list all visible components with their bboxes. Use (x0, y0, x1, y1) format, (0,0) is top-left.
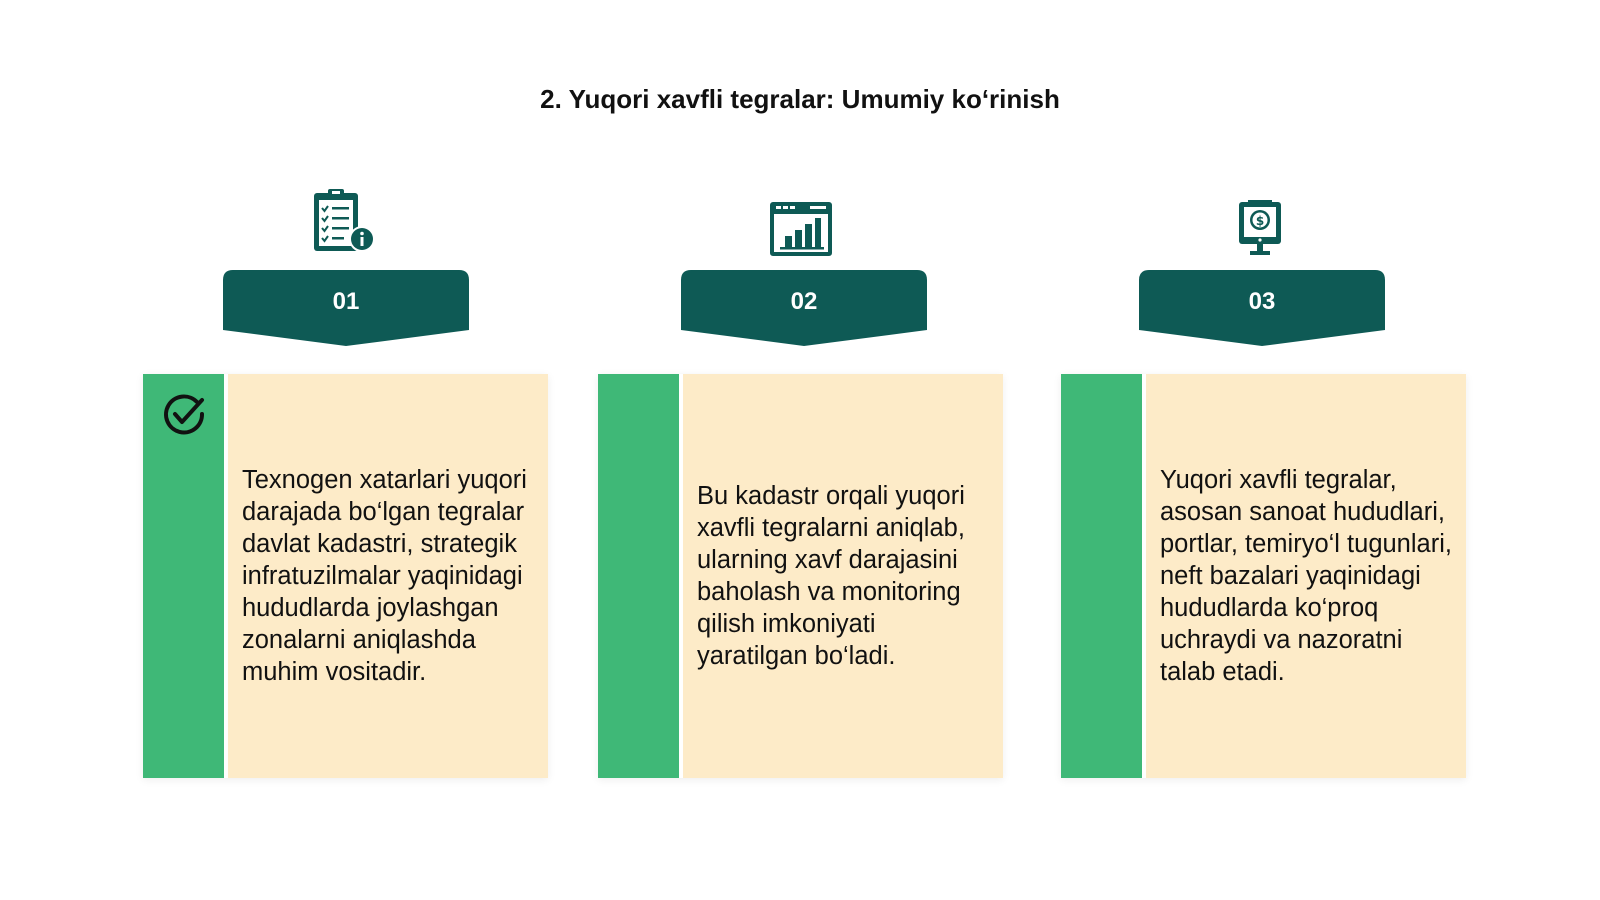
card-text: Bu kadastr orqali yuqori xavfli tegralarni aniqlab, ularning xavf darajasini baholash va monitoring qilish imkoniyati yaratilgan bo‘ladi. (697, 482, 965, 670)
check-circle-icon (161, 392, 207, 438)
step-number: 01 (332, 288, 360, 315)
card-stripe (1061, 374, 1142, 778)
page-title: 2. Yuqori xavfli tegralar: Umumiy ko‘rinish (540, 84, 1060, 114)
card-body (228, 374, 548, 778)
info-card-03 (1061, 374, 1466, 778)
step-badge-03 (1139, 270, 1385, 348)
card-body (1146, 374, 1466, 778)
card-stripe (598, 374, 679, 778)
card-text: Yuqori xavfli tegralar, asosan sanoat hududlari, portlar, temiryo‘l tugunlari, neft bazalari yaqinidagi hududlarda ko‘proq uchraydi va nazoratni talab etadi. (1160, 466, 1452, 686)
info-card-01 (143, 374, 548, 778)
card-text: Texnogen xatarlari yuqori darajada bo‘lgan tegralar davlat kadastri, strategik infratuzilmalar yaqinidagi hududlarda joylashgan zonalarni aniqlashda muhim vositadir. (242, 466, 527, 686)
step-number: 02 (790, 288, 818, 315)
clipboard-checklist-info-icon (311, 188, 377, 256)
monitor-dollar-icon (1235, 198, 1285, 258)
info-card-02 (598, 374, 1003, 778)
step-badge-01 (223, 270, 469, 348)
dashboard-bar-chart-icon (768, 200, 834, 258)
step-badge-02 (681, 270, 927, 348)
svg-text:$: $ (1255, 214, 1265, 228)
step-number: 03 (1248, 288, 1276, 315)
card-body (683, 374, 1003, 778)
